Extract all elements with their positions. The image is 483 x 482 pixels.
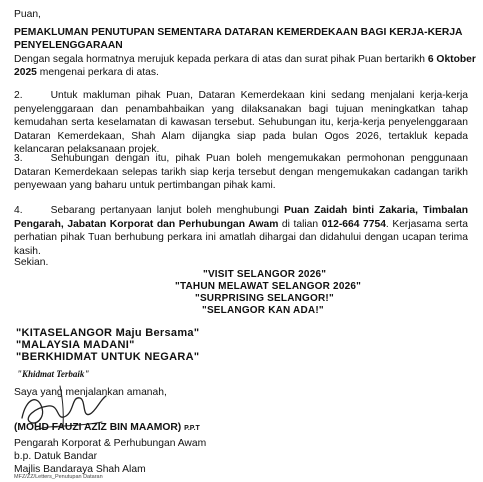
paragraph-number: 4.: [14, 205, 23, 216]
motto-3: "BERKHIDMAT UNTUK NEGARA": [16, 351, 200, 363]
paragraph-3: [14, 152, 468, 193]
paragraph-3-text: Sehubungan dengan itu, pihak Puan boleh mengemukakan permohonan penggunaan Dataran Kemerdekaan selepas tarikh siap kerja tersebut dengan mengemukakan cadangan tarikh penyewaan yang baharu untuk pertimbangan pihak kami.: [14, 153, 468, 191]
paragraph-2-text: Untuk makluman pihak Puan, Dataran Kemerdekaan kini sedang menjalani kerja-kerja penyelenggaraan dan penambahbaikan yang dilaksanakan bagi tujuan meningkatkan tahap kemudahan serta keselamatan di kawasan tersebut. Sehubungan itu, kerja-kerja penyelenggaraan Dataran Kemerdekaan, Shah Alam dijangka siap pada bulan Ogos 2026, tertakluk kepada kelancaran pelaksanaan projek.: [14, 90, 468, 155]
motto-1: "KITASELANGOR Maju Bersama": [16, 327, 200, 339]
paragraph-4-text-mid: di talian: [278, 218, 322, 230]
intro-text: Dengan segala hormatnya merujuk kepada perkara di atas dan surat pihak Puan bertarikh: [14, 54, 428, 65]
salutation: Puan,: [14, 9, 41, 20]
subject-line-1: PEMAKLUMAN PENUTUPAN SEMENTARA DATARAN KEMERDEKAAN BAGI KERJA-KERJA: [14, 27, 463, 38]
signatory-org: Majlis Bandaraya Shah Alam: [14, 464, 146, 475]
signatory-name: (MOHD FAUZI AZIZ BIN MAAMOR): [14, 422, 182, 433]
signatory-title: Pengarah Korporat & Perhubungan Awam: [14, 438, 207, 449]
intro-text-end: mengenai perkara di atas.: [36, 67, 159, 78]
paragraph-2: [14, 89, 468, 157]
paragraph-number: 3.: [14, 153, 23, 164]
slogan-3: "SURPRISING SELANGOR!": [195, 293, 334, 304]
motto-2: "MALAYSIA MADANI": [16, 339, 135, 351]
closing: Sekian.: [14, 257, 49, 268]
slogan-1: "VISIT SELANGOR 2026": [203, 269, 327, 280]
intro-line-1: [14, 53, 476, 67]
intro-date: 6 Oktober: [427, 54, 476, 65]
khidmat-terbaik: "Khidmat Terbaik": [17, 369, 90, 379]
contact-person: Puan Zaidah binti Zakaria, Timbalan Pengarah, Jabatan Korporat dan Perhubungan Awam: [14, 205, 468, 230]
intro-year: 2025: [14, 67, 37, 78]
slogan-2: "TAHUN MELAWAT SELANGOR 2026": [175, 281, 362, 292]
signatory-line: [14, 421, 200, 436]
intro-line-2: [14, 66, 159, 80]
slogan-4: "SELANGOR KAN ADA!": [202, 305, 324, 316]
sign-off: Saya yang menjalankan amanah,: [14, 387, 167, 398]
paragraph-4-text-end: . Kerjasama serta perhatian pihak Tuan berhubung perkara ini amatlah dihargai dan didahului dengan ucapan terima kasih.: [14, 218, 468, 257]
contact-phone: 012-664 7754: [321, 218, 386, 230]
paragraph-4-text: Sebarang pertanyaan lanjut boleh menghubungi: [50, 205, 284, 216]
signatory-behalf: b.p. Datuk Bandar: [14, 451, 97, 462]
footer-reference: MFZ/ZZ/Letters_Penutupan Dataran: [14, 474, 103, 480]
subject-line-2: PENYELENGGARAAN: [14, 40, 123, 51]
paragraph-number: 2.: [14, 90, 23, 101]
signatory-honorific: P.P.T: [184, 425, 200, 432]
paragraph-4: [14, 204, 468, 258]
